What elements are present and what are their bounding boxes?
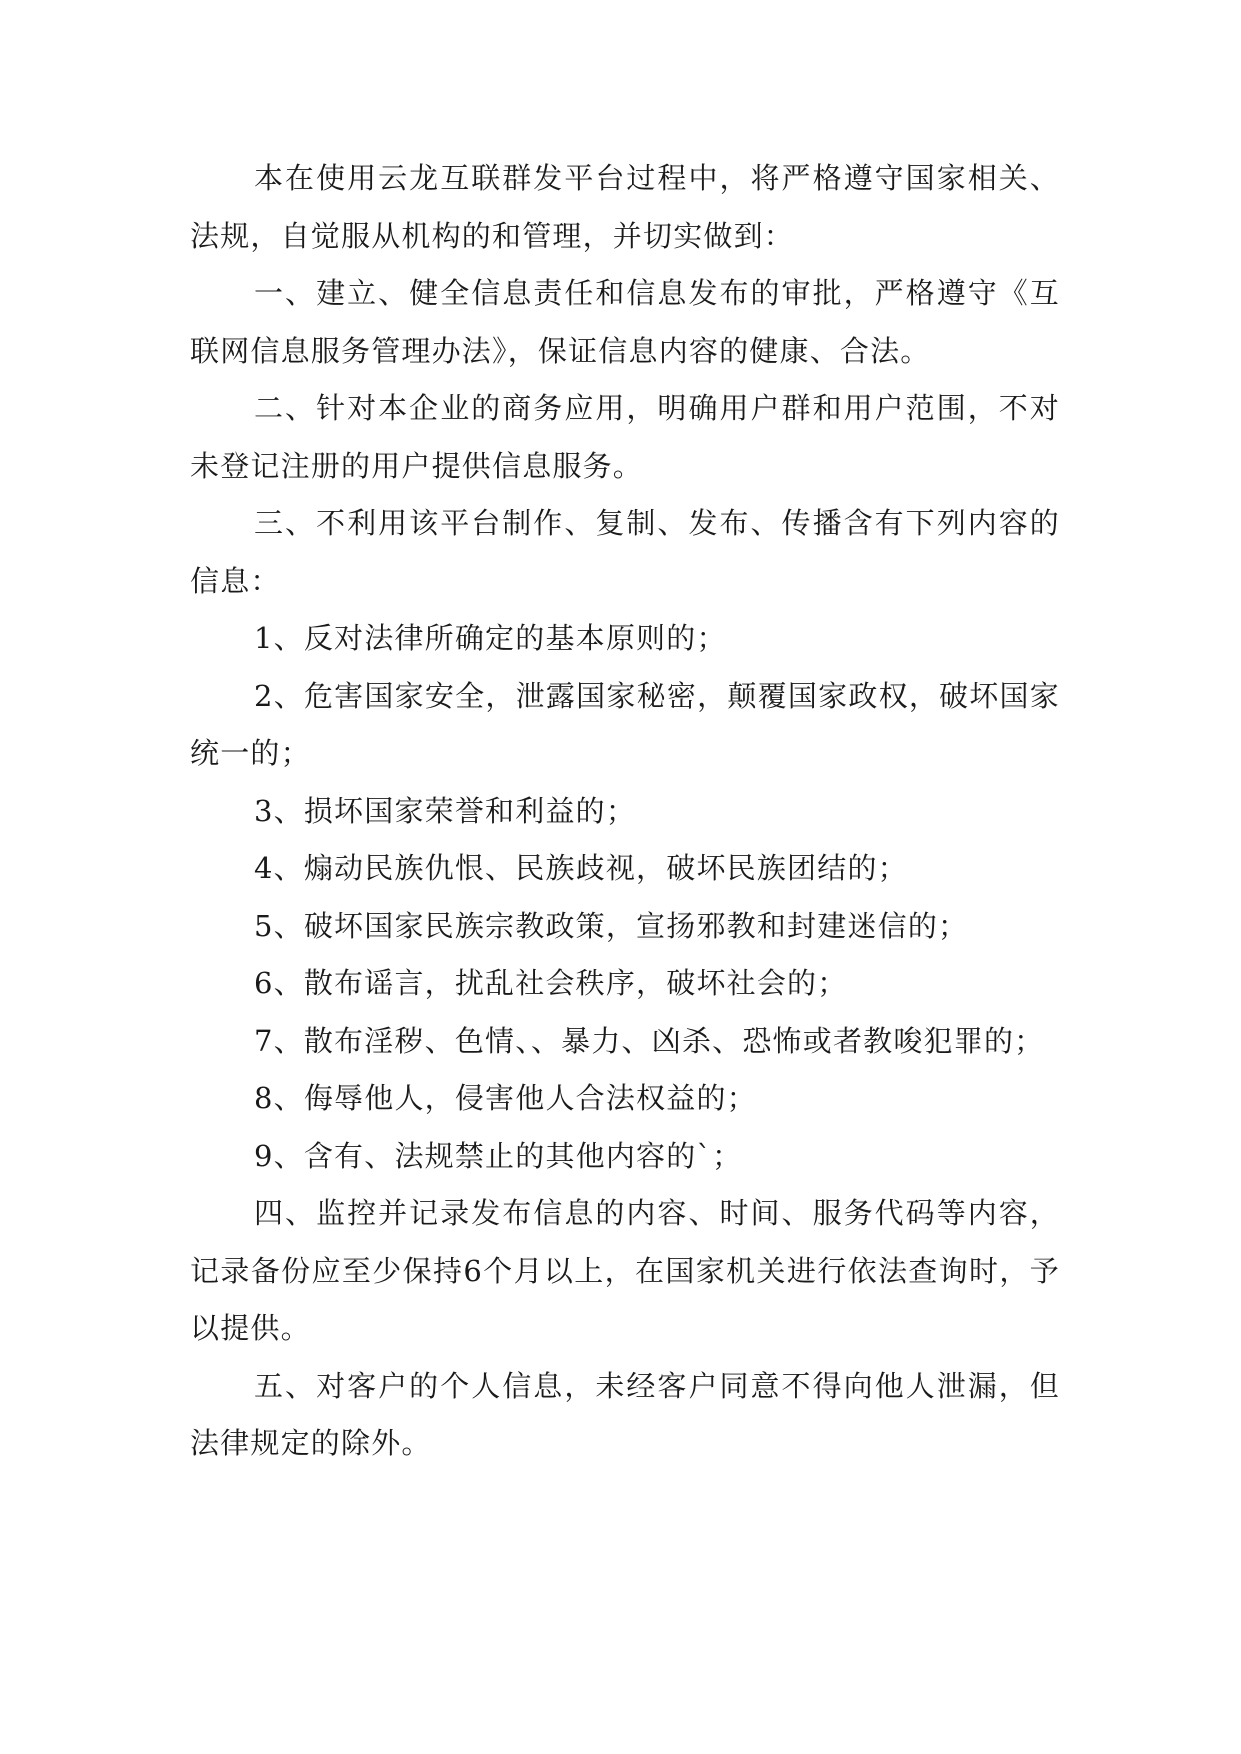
list-item-9: 9、含有、法规禁止的其他内容的`；	[254, 1138, 743, 1173]
document-body	[190, 150, 1060, 1473]
paragraph-intro: 本在使用云龙互联群发平台过程中，将严格遵守国家相关、法规，自觉服从机构的和管理，并切实做到：	[190, 161, 1060, 253]
paragraph-item-2: 二、针对本企业的商务应用，明确用户群和用户范围，不对未登记注册的用户提供信息服务。	[190, 391, 1060, 483]
list-item-2: 2、危害国家安全，泄露国家秘密，颠覆国家政权，破坏国家统一的；	[190, 678, 1060, 770]
list-item-6: 6、散布谣言，扰乱社会秩序，破坏社会的；	[254, 966, 848, 1000]
paragraph-item-4: 四、监控并记录发布信息的内容、时间、服务代码等内容，记录备份应至少保持6个月以上，在国家机关进行依法查询时，予以提供。	[190, 1196, 1060, 1345]
list-item-7: 7、散布淫秽、色情、、暴力、凶杀、恐怖或者教唆犯罪的；	[254, 1023, 1045, 1058]
paragraph-item-1: 一、建立、健全信息责任和信息发布的审批，严格遵守《互联网信息服务管理办法》，保证信息内容的健康、合法。	[190, 276, 1060, 368]
paragraph-item-3: 三、不利用该平台制作、复制、发布、传播含有下列内容的信息：	[190, 506, 1060, 598]
list-item-1: 1、反对法律所确定的基本原则的；	[254, 621, 727, 655]
paragraph-item-5: 五、对客户的个人信息，未经客户同意不得向他人泄漏，但法律规定的除外。	[190, 1368, 1060, 1460]
list-item-5: 5、破坏国家民族宗教政策，宣扬邪教和封建迷信的；	[254, 908, 969, 943]
list-item-8: 8、侮辱他人，侵害他人合法权益的；	[254, 1081, 757, 1115]
list-item-3: 3、损坏国家荣誉和利益的；	[254, 793, 637, 828]
list-item-4: 4、煽动民族仇恨、民族歧视，破坏民族团结的；	[254, 851, 908, 885]
